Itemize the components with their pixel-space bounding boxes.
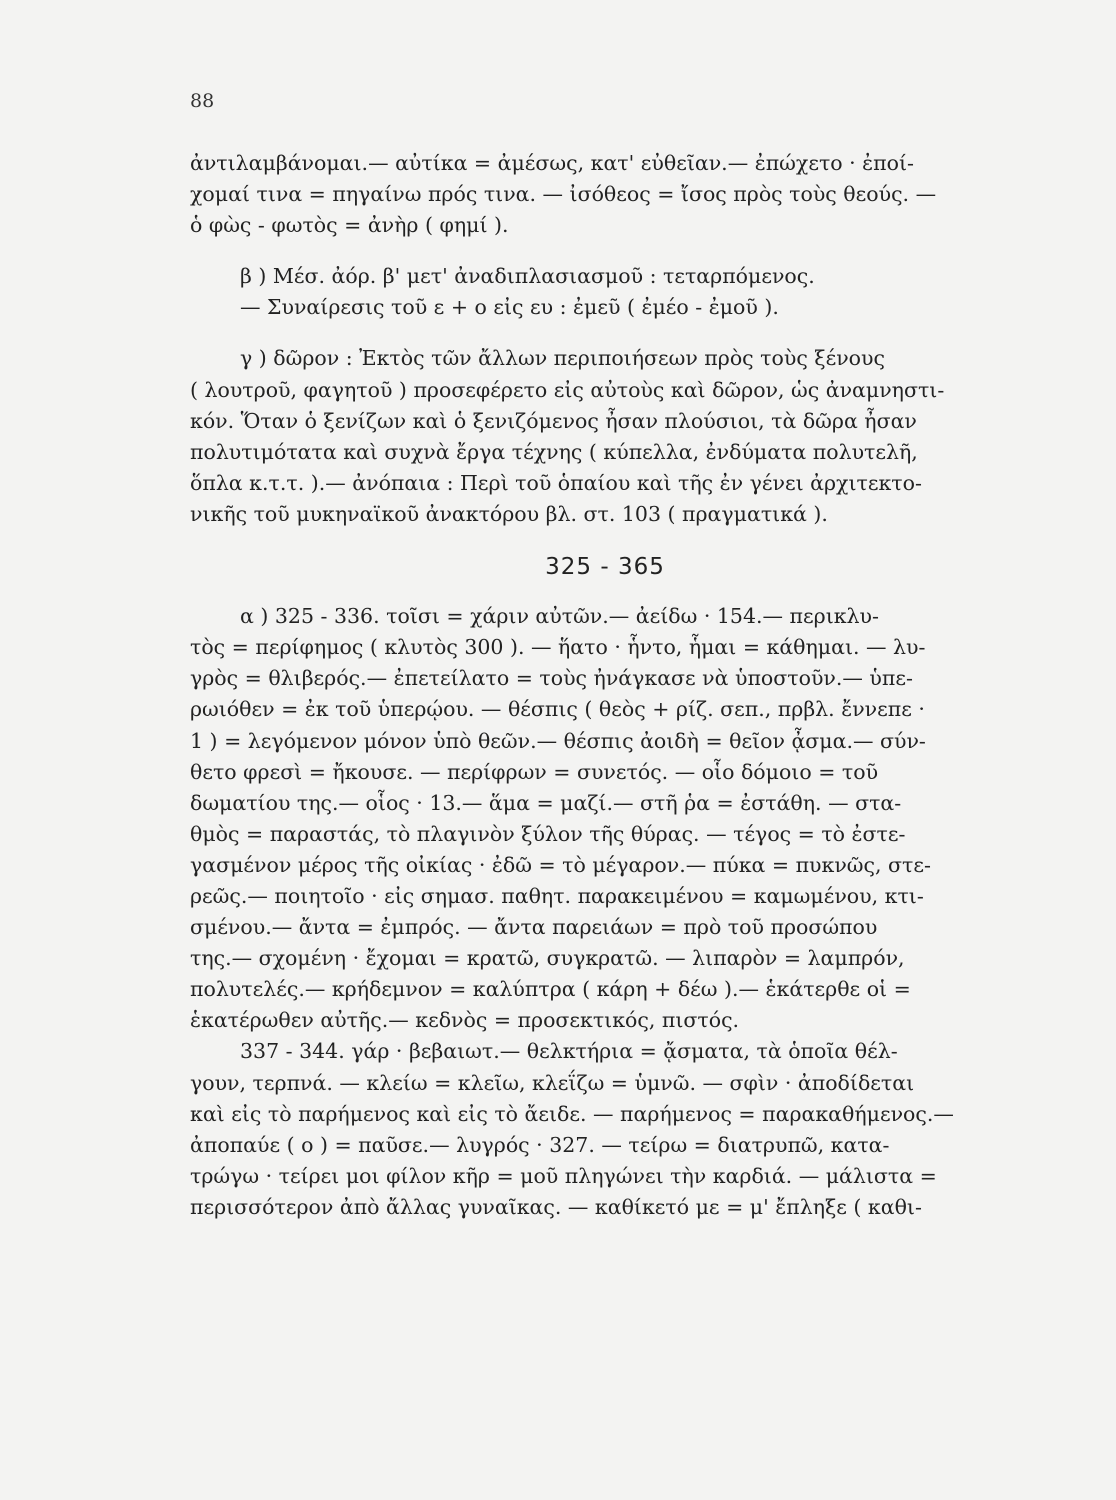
text-line: χομαί τινα = πηγαίνω πρός τινα. — ἰσόθεος = ἴσος πρὸς τοὺς θεούς. — <box>190 182 937 207</box>
text-line: θετο φρεσὶ = ἤκουσε. — περίφρων = συνετός. — οἷο δόμοιο = τοῦ <box>190 759 879 784</box>
text-line: πολυτιμότατα καὶ συχνὰ ἔργα τέχνης ( κύπελλα, ἐνδύματα πολυτελῆ, <box>190 439 918 464</box>
commentary-text <box>190 148 1020 1223</box>
text-line: β ) Μέσ. ἀόρ. β' μετ' ἀναδιπλασιασμοῦ : τεταρπόμενος. <box>240 264 815 289</box>
text-line: καὶ εἰς τὸ παρήμενος καὶ εἰς τὸ ἄειδε. — παρήμενος = παρακαθήμενος.— <box>190 1101 954 1126</box>
text-line: τὸς = περίφημος ( κλυτὸς 300 ). — ἥατο · ἧντο, ἧμαι = κάθημαι. — λυ- <box>190 635 926 660</box>
text-line: γρὸς = θλιβερός.— ἐπετείλατο = τοὺς ἠνάγκασε νὰ ὑποστοῦν.— ὑπε- <box>190 666 913 691</box>
text-line: — Συναίρεσις τοῦ ε + ο εἰς ευ : ἐμεῦ ( ἐμέο - ἐμοῦ ). <box>240 295 779 320</box>
text-line: γ ) δῶρον : Ἐκτὸς τῶν ἄλλων περιποιήσεων πρὸς τοὺς ξένους <box>240 346 885 371</box>
text-line: κόν. Ὅταν ὁ ξενίζων καὶ ὁ ξενιζόμενος ἦσαν πλούσιοι, τὰ δῶρα ἦσαν <box>190 408 917 433</box>
text-line: α ) 325 - 336. τοῖσι = χάριν αὐτῶν.— ἀείδω · 154.— περικλυ- <box>240 604 879 629</box>
text-line: τρώγω · τείρει μοι φίλον κῆρ = μοῦ πληγώνει τὴν καρδιά. — μάλιστα = <box>190 1163 937 1188</box>
text-line: γουν, τερπνά. — κλείω = κλεῖω, κλεΐζω = ὑμνῶ. — σφὶν · ἀποδίδεται <box>190 1070 915 1095</box>
text-line: 1 ) = λεγόμενον μόνον ὑπὸ θεῶν.— θέσπις ἀοιδὴ = θεῖον ᾆσμα.— σύν- <box>190 728 926 753</box>
text-line: σμένου.— ἄντα = ἐμπρός. — ἄντα παρειάων = πρὸ τοῦ προσώπου <box>190 915 878 940</box>
text-line: περισσότερον ἀπὸ ἄλλας γυναῖκας. — καθίκετό με = μ' ἔπληξε ( καθι- <box>190 1194 922 1219</box>
text-line: ( λουτροῦ, φαγητοῦ ) προσεφέρετο εἰς αὐτοὺς καὶ δῶρον, ὡς ἀναμνηστι- <box>190 377 945 402</box>
text-line: ὁ φὼς - φωτὸς = ἀνὴρ ( φημί ). <box>190 213 509 238</box>
text-line: γασμένον μέρος τῆς οἰκίας · ἐδῶ = τὸ μέγαρον.— πύκα = πυκνῶς, στε- <box>190 852 931 877</box>
text-line: δωματίου της.— οἷος · 13.— ἅμα = μαζί.— στῆ ῥα = ἐστάθη. — στα- <box>190 790 902 815</box>
text-line: 337 - 344. γάρ · βεβαιωτ.— θελκτήρια = ᾄσματα, τὰ ὁποῖα θέλ- <box>240 1039 898 1064</box>
text-line: ρεῶς.— ποιητοῖο · εἰς σημασ. παθητ. παρακειμένου = καμωμένου, κτι- <box>190 883 924 908</box>
text-line: ὅπλα κ.τ.τ. ).— ἀνόπαια : Περὶ τοῦ ὁπαίου καὶ τῆς ἐν γένει ἀρχιτεκτο- <box>190 470 922 495</box>
text-line: ἀντιλαμβάνομαι.— αὐτίκα = ἀμέσως, κατ' εὐθεῖαν.— ἐπώχετο · ἐποί- <box>190 151 914 175</box>
text-line: νικῆς τοῦ μυκηναϊκοῦ ἀνακτόρου βλ. στ. 103 ( πραγματικά ). <box>190 501 828 526</box>
page-number: 88 <box>190 90 215 112</box>
section-heading: 325 - 365 <box>545 554 665 581</box>
text-line: της.— σχομένη · ἔχομαι = κρατῶ, συγκρατῶ. — λιπαρὸν = λαμπρόν, <box>190 946 905 971</box>
text-line: ἑκατέρωθεν αὐτῆς.— κεδνὸς = προσεκτικός, πιστός. <box>190 1008 740 1033</box>
text-line: ἀποπαύε ( ο ) = παῦσε.— λυγρός · 327. — τείρω = διατρυπῶ, κατα- <box>190 1132 890 1157</box>
text-line: πολυτελές.— κρήδεμνον = καλύπτρα ( κάρη + δέω ).— ἑκάτερθε οἱ = <box>190 977 911 1002</box>
text-line: θμὸς = παραστάς, τὸ πλαγινὸν ξύλον τῆς θύρας. — τέγος = τὸ ἐστε- <box>190 821 906 846</box>
text-line: ρωιόθεν = ἐκ τοῦ ὑπερῴου. — θέσπις ( θεὸς + ρίζ. σεπ., πρβλ. ἔννεπε · <box>190 697 925 722</box>
